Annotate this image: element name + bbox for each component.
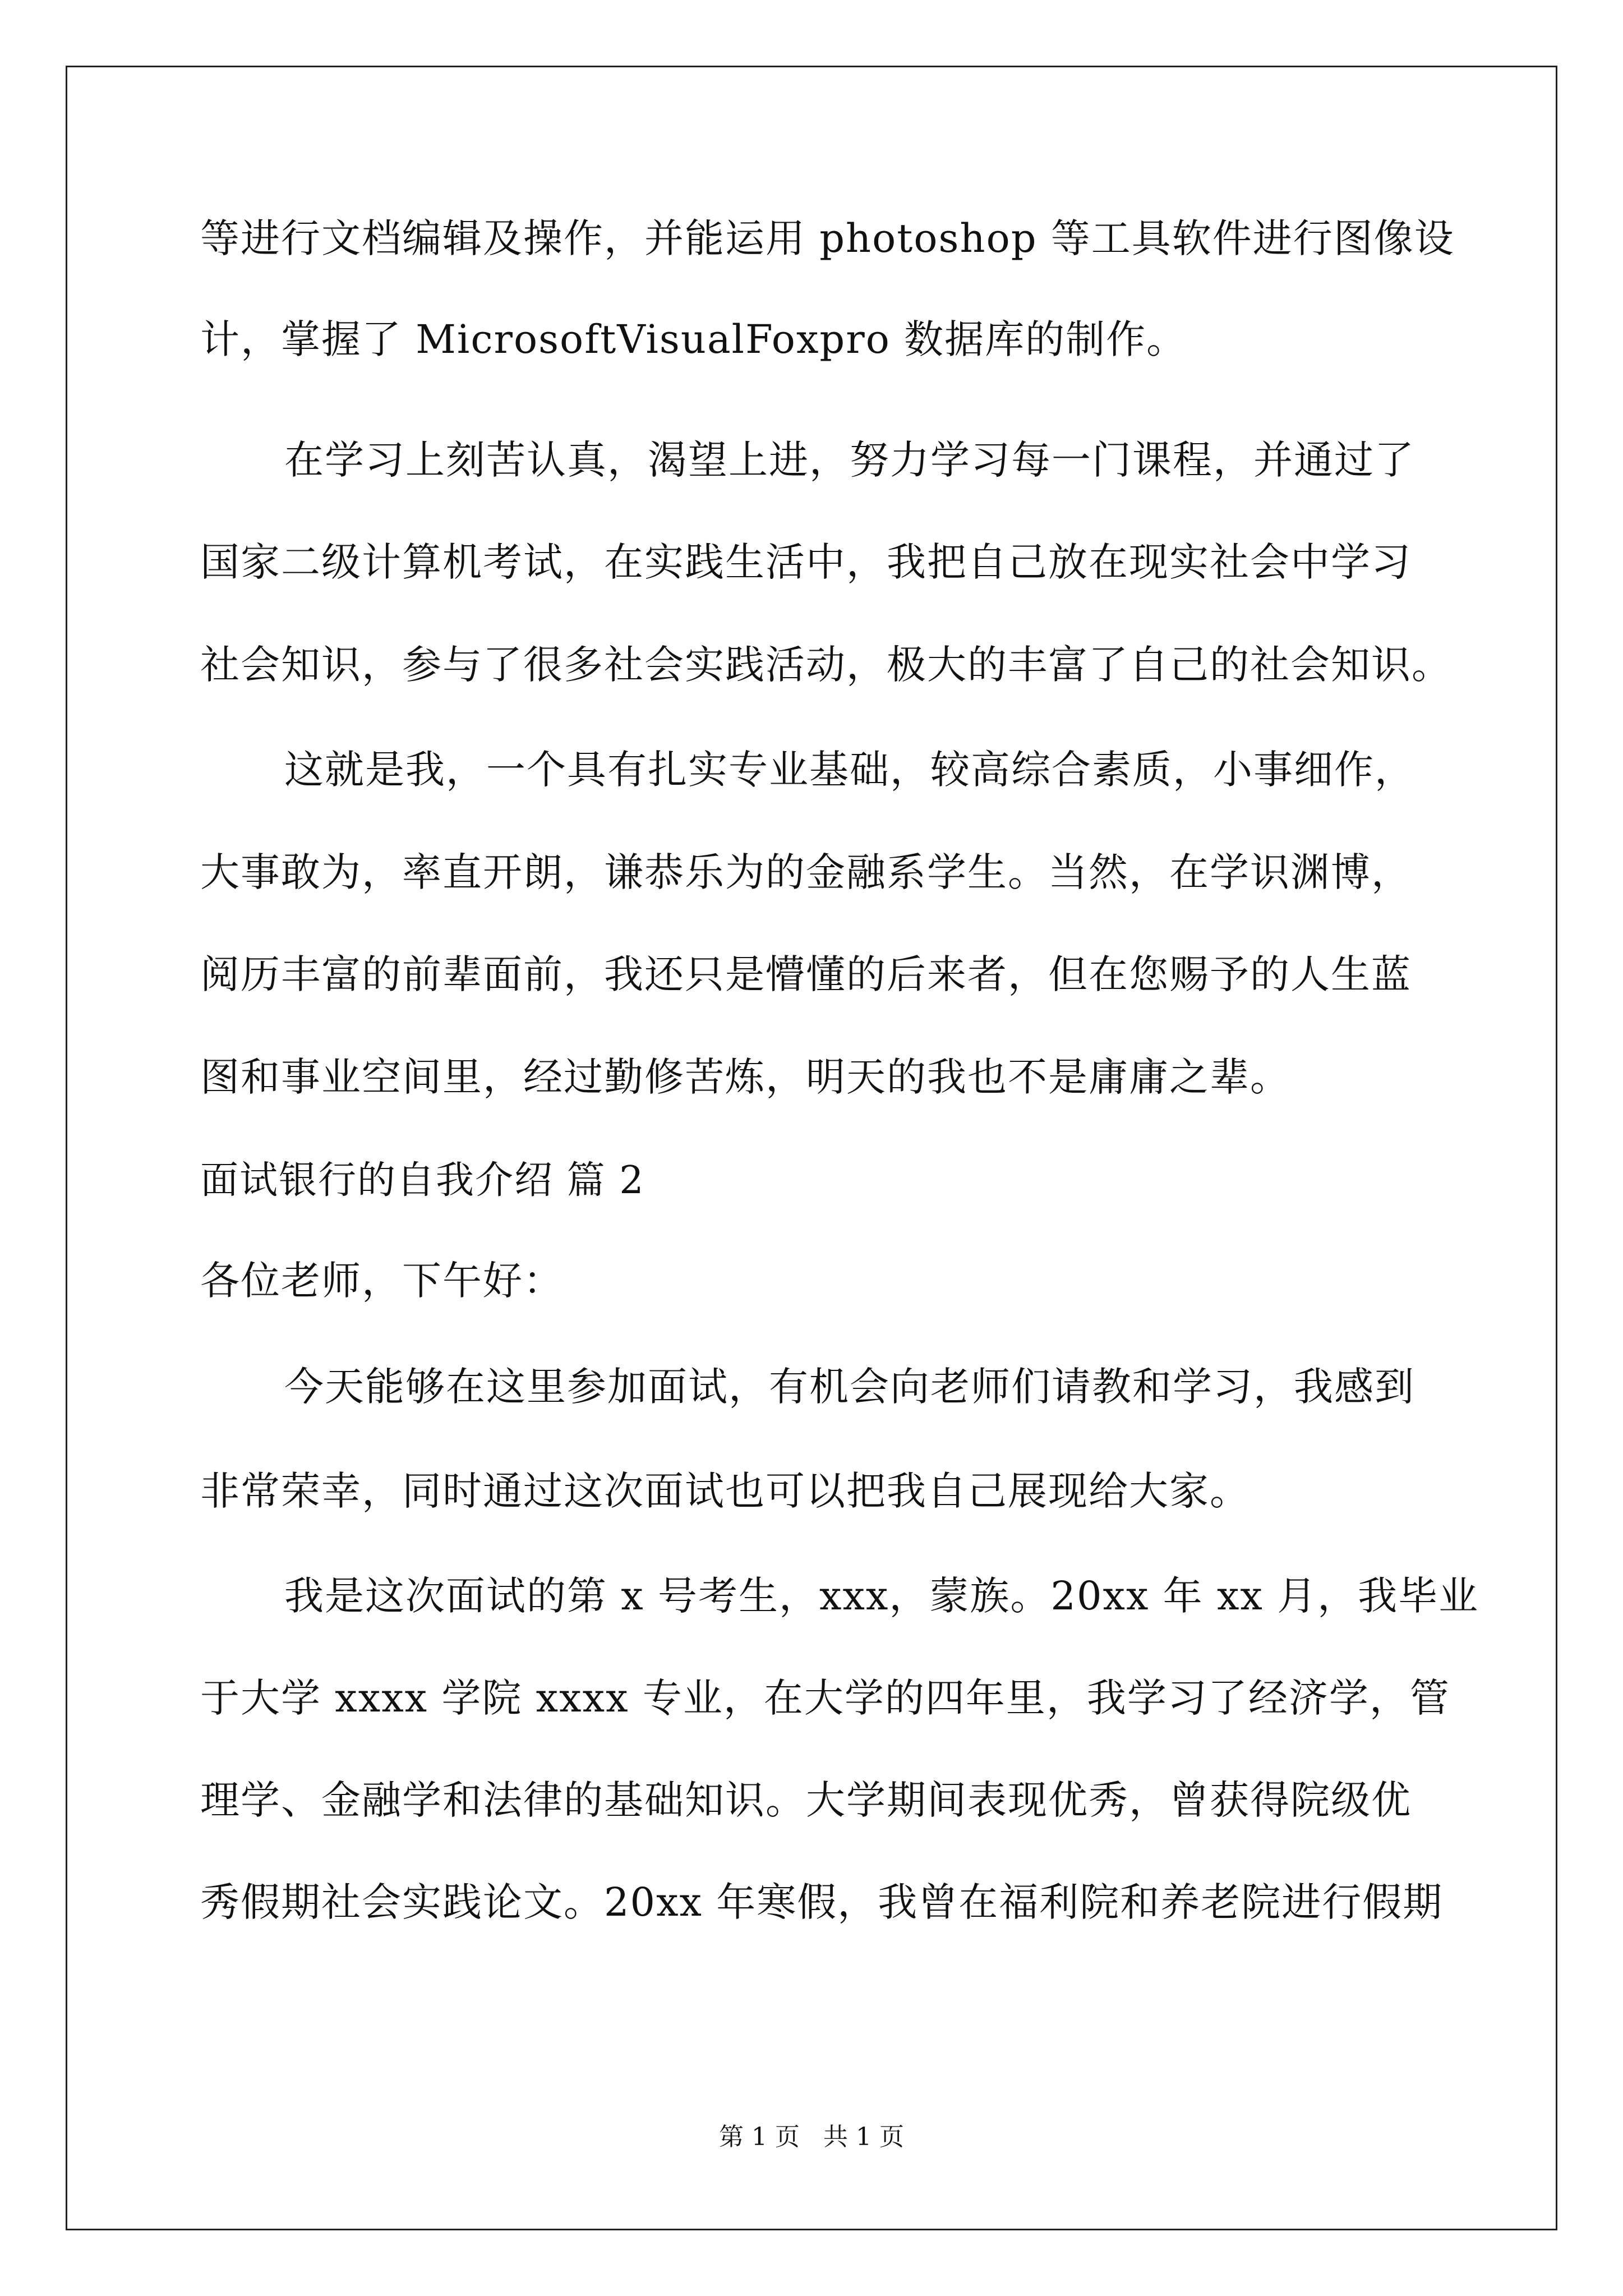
text-line: 于大学 xxxx 学院 xxxx 专业，在大学的四年里，我学习了经济学，管 [200, 1675, 1450, 1721]
text-line: 计，掌握了 MicrosoftVisualFoxpro 数据库的制作。 [200, 316, 1187, 362]
text-line: 社会知识，参与了很多社会实践活动，极大的丰富了自己的社会知识。 [200, 642, 1452, 688]
text-line: 秀假期社会实践论文。20xx 年寒假，我曾在福利院和养老院进行假期 [200, 1879, 1444, 1925]
page-total: 共 1 页 [823, 2123, 904, 2151]
text-line: 在学习上刻苦认真，渴望上进，努力学习每一门课程，并通过了 [284, 437, 1415, 483]
section-heading: 面试银行的自我介绍 篇 2 [200, 1158, 645, 1203]
text-line: 今天能够在这里参加面试，有机会向老师们请教和学习，我感到 [284, 1364, 1415, 1410]
text-line: 国家二级计算机考试，在实践生活中，我把自己放在现实社会中学习 [200, 539, 1412, 585]
text-line: 理学、金融学和法律的基础知识。大学期间表现优秀，曾获得院级优 [200, 1777, 1412, 1823]
text-line: 我是这次面试的第 x 号考生，xxx，蒙族。20xx 年 xx 月，我毕业 [284, 1573, 1479, 1619]
text-line: 大事敢为，率直开朗，谦恭乐为的金融系学生。当然，在学识渊博， [200, 849, 1412, 895]
text-line: 非常荣幸，同时通过这次面试也可以把我自己展现给大家。 [200, 1468, 1250, 1514]
text-line: 图和事业空间里，经过勤修苦炼，明天的我也不是庸庸之辈。 [200, 1054, 1290, 1100]
text-line: 这就是我，一个具有扎实专业基础，较高综合素质，小事细作， [284, 747, 1415, 793]
text-line: 阅历丰富的前辈面前，我还只是懵懂的后来者，但在您赐予的人生蓝 [200, 951, 1412, 997]
greeting-line: 各位老师，下午好： [200, 1258, 564, 1304]
page-number: 第 1 页 [719, 2123, 800, 2151]
page-footer [0, 2120, 1623, 2154]
text-line: 等进行文档编辑及操作，并能运用 photoshop 等工具软件进行图像设 [200, 215, 1455, 261]
